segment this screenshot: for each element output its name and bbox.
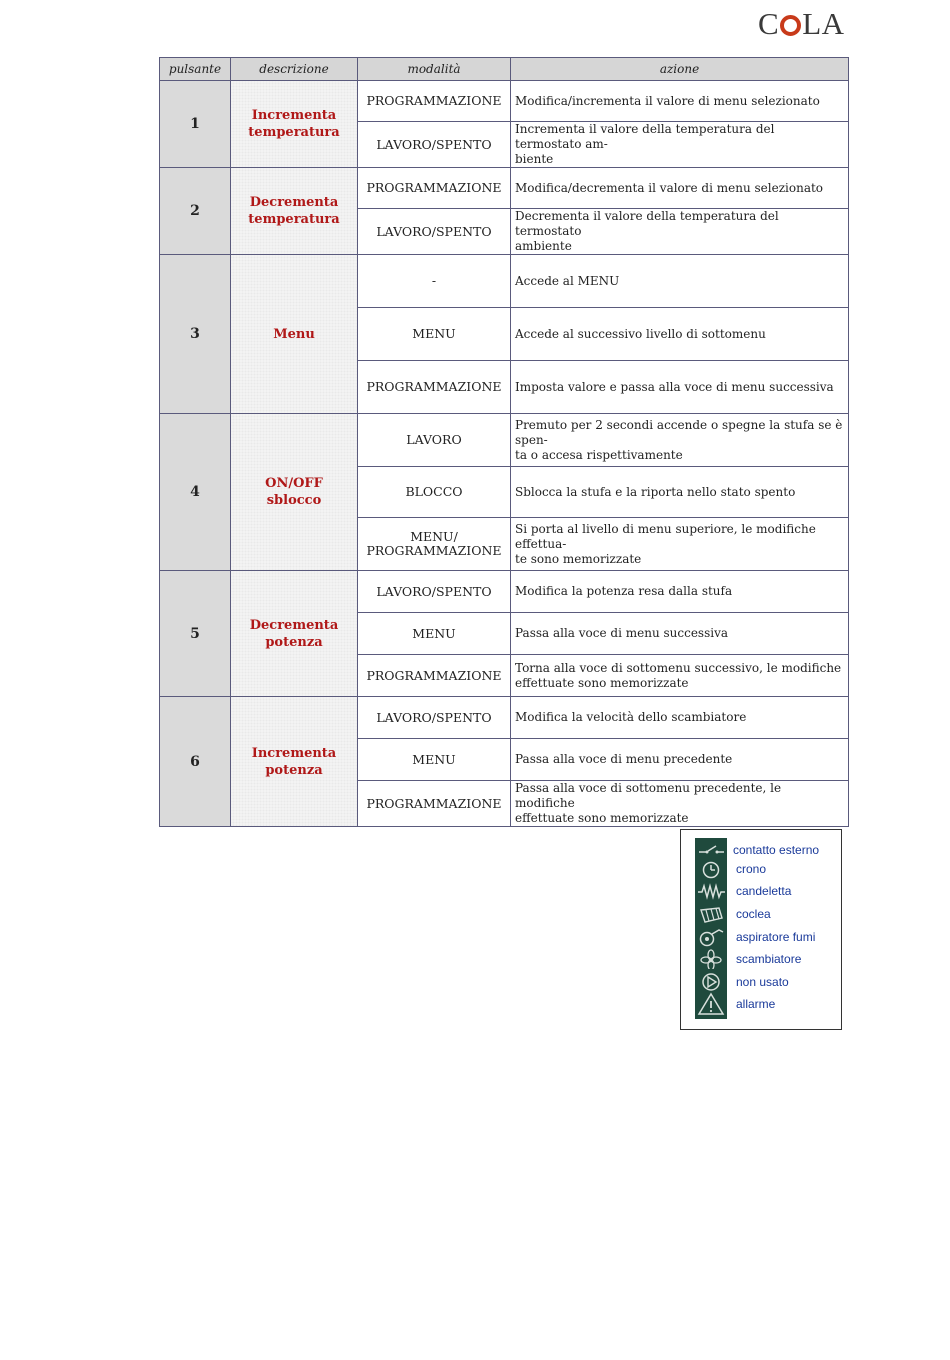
action-text: Passa alla voce di sottomenu precedente, le modifiche — [515, 781, 782, 810]
clock-icon — [697, 859, 725, 879]
action-cell — [511, 168, 849, 209]
legend-item — [681, 948, 841, 970]
legend-label: coclea — [736, 907, 771, 921]
action-cell — [511, 255, 849, 308]
header-descrizione: descrizione — [231, 58, 358, 81]
logo-text-start: C — [758, 6, 780, 41]
warning-icon — [697, 992, 725, 1016]
mode-text: PROGRAMMAZIONE — [366, 93, 502, 108]
button-description — [231, 571, 358, 697]
action-text: effettuate sono memorizzate — [515, 811, 689, 825]
action-cell — [511, 571, 849, 613]
mode-text: - — [431, 273, 437, 288]
mode-cell — [358, 255, 511, 308]
description-line: Incrementa — [251, 108, 337, 123]
logo-text-end: LA — [802, 6, 845, 41]
legend-item — [681, 858, 841, 880]
mode-text: LAVORO/SPENTO — [376, 223, 492, 239]
legend-label: non usato — [736, 975, 789, 989]
table-row — [160, 255, 849, 308]
action-cell — [511, 122, 849, 168]
action-text: Accede al MENU — [515, 273, 620, 288]
fan-icon — [697, 949, 725, 969]
mode-cell — [358, 81, 511, 122]
action-text: Accede al successivo livello di sottomenu — [515, 326, 766, 341]
action-cell — [511, 781, 849, 827]
play-icon — [697, 972, 725, 992]
mode-cell — [358, 122, 511, 168]
description-line: Decrementa — [249, 195, 339, 210]
action-text: Modifica la velocità dello scambiatore — [515, 710, 747, 724]
button-description — [231, 168, 358, 255]
button-description — [231, 697, 358, 827]
cola-logo — [758, 6, 845, 42]
description-line: potenza — [265, 762, 323, 778]
action-text: effettuate sono memorizzate — [515, 675, 689, 690]
action-text: te sono memorizzate — [515, 551, 642, 566]
legend-item — [681, 971, 841, 993]
button-number: 2 — [160, 168, 231, 255]
description-line: Decrementa — [249, 617, 339, 633]
resistor-icon — [697, 881, 725, 901]
action-cell — [511, 361, 849, 414]
legend-label: contatto esterno — [733, 843, 820, 857]
action-text: Sblocca la stufa e la riporta nello stato spento — [515, 484, 796, 499]
action-cell — [511, 518, 849, 571]
header-modalita: modalità — [358, 58, 511, 81]
description-line: potenza — [265, 634, 323, 650]
table-row — [160, 414, 849, 467]
button-number: 4 — [160, 414, 231, 571]
logo-o-ring-icon — [780, 15, 801, 36]
mode-cell — [358, 467, 511, 518]
mode-text: LAVORO/SPENTO — [376, 136, 492, 152]
action-text: Modifica/incrementa il valore di menu selezionato — [515, 93, 820, 108]
button-functions-table — [159, 57, 849, 827]
action-cell — [511, 613, 849, 655]
mode-text: PROGRAMMAZIONE — [366, 667, 502, 683]
mode-text: MENU — [412, 326, 456, 341]
button-description — [231, 414, 358, 571]
action-text: ta o accesa rispettivamente — [515, 447, 683, 462]
action-text: Si porta al livello di menu superiore, le modifiche effettua- — [515, 521, 816, 551]
description-line: Incrementa — [251, 745, 337, 761]
action-cell — [511, 414, 849, 467]
action-cell — [511, 209, 849, 255]
action-text: Modifica/decrementa il valore di menu selezionato — [515, 180, 824, 195]
mode-cell — [358, 308, 511, 361]
button-number: 3 — [160, 255, 231, 414]
header-azione: azione — [511, 58, 849, 81]
button-description — [231, 81, 358, 168]
icon-legend — [680, 829, 842, 1030]
legend-item — [681, 993, 841, 1015]
table-row — [160, 571, 849, 613]
description-line: sblocco — [266, 493, 322, 508]
mode-cell — [358, 781, 511, 827]
legend-label: scambiatore — [736, 952, 802, 966]
table-row — [160, 81, 849, 122]
description-line: ON/OFF — [265, 476, 323, 491]
action-text: ambiente — [515, 239, 572, 253]
mode-cell — [358, 571, 511, 613]
button-number: 5 — [160, 571, 231, 697]
action-text: Torna alla voce di sottomenu successivo, le modifiche — [515, 660, 842, 675]
action-cell — [511, 655, 849, 697]
action-text: Imposta valore e passa alla voce di menu successiva — [515, 379, 834, 394]
mode-cell — [358, 209, 511, 255]
mode-text: PROGRAMMAZIONE — [366, 379, 502, 394]
description-line: temperatura — [248, 125, 340, 140]
mode-text: LAVORO/SPENTO — [376, 583, 492, 599]
mode-text: MENU — [412, 751, 456, 767]
action-cell — [511, 697, 849, 739]
legend-label: aspiratore fumi — [736, 930, 816, 944]
action-cell — [511, 308, 849, 361]
mode-text: MENU — [412, 625, 456, 641]
action-text: Premuto per 2 secondi accende o spegne la stufa se è spen- — [515, 417, 843, 447]
legend-label: crono — [736, 862, 767, 876]
mode-cell — [358, 697, 511, 739]
mode-cell — [358, 518, 511, 571]
mode-cell — [358, 168, 511, 209]
action-cell — [511, 81, 849, 122]
mode-text: PROGRAMMAZIONE — [366, 180, 502, 195]
table-row — [160, 168, 849, 209]
action-cell — [511, 739, 849, 781]
legend-item — [681, 926, 841, 948]
action-text: Passa alla voce di menu precedente — [515, 752, 733, 766]
action-text: Passa alla voce di menu successiva — [515, 626, 729, 640]
action-text: biente — [515, 152, 554, 166]
action-text: Incrementa il valore della temperatura del termostato am- — [515, 122, 775, 151]
description-line: Menu — [273, 326, 315, 342]
header-pulsante: pulsante — [160, 58, 231, 81]
action-text: Modifica la potenza resa dalla stufa — [515, 584, 733, 598]
mode-text: PROGRAMMAZIONE — [366, 795, 502, 811]
action-text: Decrementa il valore della temperatura del termostato — [515, 209, 779, 238]
description-line: temperatura — [248, 212, 340, 227]
mode-text: LAVORO — [406, 432, 462, 447]
table-header-row — [160, 58, 849, 81]
mode-text: BLOCCO — [405, 484, 463, 499]
auger-icon — [697, 904, 725, 924]
mode-cell — [358, 414, 511, 467]
button-description — [231, 255, 358, 414]
table-row — [160, 697, 849, 739]
mode-cell — [358, 613, 511, 655]
legend-item — [681, 880, 841, 902]
button-number: 1 — [160, 81, 231, 168]
action-cell — [511, 467, 849, 518]
fan-motor-icon — [697, 927, 725, 947]
mode-text: MENU/ — [410, 529, 458, 544]
mode-text: LAVORO/SPENTO — [376, 709, 492, 725]
mode-text: PROGRAMMAZIONE — [366, 543, 502, 558]
mode-cell — [358, 655, 511, 697]
switch-icon — [697, 840, 725, 860]
legend-item — [681, 903, 841, 925]
mode-cell — [358, 361, 511, 414]
legend-label: candeletta — [736, 884, 792, 898]
legend-label: allarme — [736, 997, 776, 1011]
mode-cell — [358, 739, 511, 781]
button-number: 6 — [160, 697, 231, 827]
